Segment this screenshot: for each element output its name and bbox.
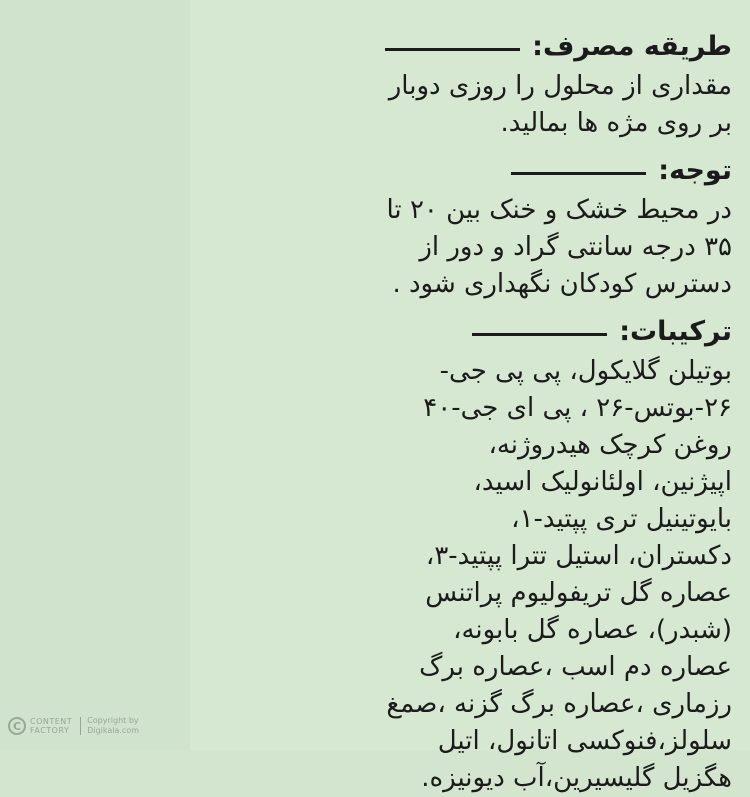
watermark-brand-line: CONTENT [30, 717, 73, 726]
note-line: ۳۵ درجه سانتی گراد و دور از [419, 232, 732, 262]
note-heading: توجه: [658, 154, 732, 186]
ingredient-line: رزماری ،عصاره برگ گزنه ،صمغ [386, 689, 732, 719]
ingredient-line: ۲۶-بوتس-۲۶ ، پی ای جی-۴۰ [423, 393, 732, 423]
watermark-copyright [87, 716, 139, 736]
ingredient-line: سلولز،فنوکسی اتانول، اتیل [437, 726, 732, 756]
ingredient-line: اپیژنین، اولئانولیک اسید، [473, 467, 732, 497]
ingredients-heading: ترکیبات: [619, 315, 732, 347]
watermark-copy-line: Digikala.com [87, 726, 140, 735]
note-line: دسترس کودکان نگهداری شود . [392, 269, 732, 299]
background-strip [0, 0, 190, 750]
heading-underline [511, 172, 646, 175]
watermark-brand [30, 717, 72, 735]
ingredients-heading-row [232, 309, 732, 353]
ingredient-line: (شبدر)، عصاره گل بابونه، [453, 615, 732, 645]
ingredient-line: دکستران، استیل تترا پپتید-۳، [425, 541, 732, 571]
ingredient-line: هگزیل گلیسیرین،آب دیونیزه. [421, 763, 732, 793]
usage-line: بر روی مژه ها بمالید. [500, 108, 732, 138]
label-text [232, 24, 732, 797]
heading-underline [385, 48, 520, 51]
heading-underline [472, 333, 607, 336]
ingredient-line: روغن کرچک هیدروژنه، [488, 430, 732, 460]
watermark-brand-line: FACTORY [30, 726, 70, 735]
note-heading-row [232, 148, 732, 192]
ingredient-line: عصاره دم اسب ،عصاره برگ [419, 652, 732, 682]
ingredient-line: عصاره گل تریفولیوم پراتنس [425, 578, 732, 608]
watermark [8, 716, 139, 736]
ingredient-line: بایوتینیل تری پپتید-۱، [511, 504, 732, 534]
usage-heading-row [232, 24, 732, 68]
watermark-copy-line: Copyright by [87, 716, 139, 725]
ingredient-line: بوتیلن گلایکول، پی پی جی- [439, 356, 732, 386]
content-factory-logo-icon: C [8, 717, 26, 735]
usage-heading: طریقه مصرف: [532, 30, 732, 62]
note-line: در محیط خشک و خنک بین ۲۰ تا [386, 195, 732, 225]
watermark-divider [80, 717, 81, 735]
usage-line: مقداری از محلول را روزی دوبار [388, 71, 732, 101]
